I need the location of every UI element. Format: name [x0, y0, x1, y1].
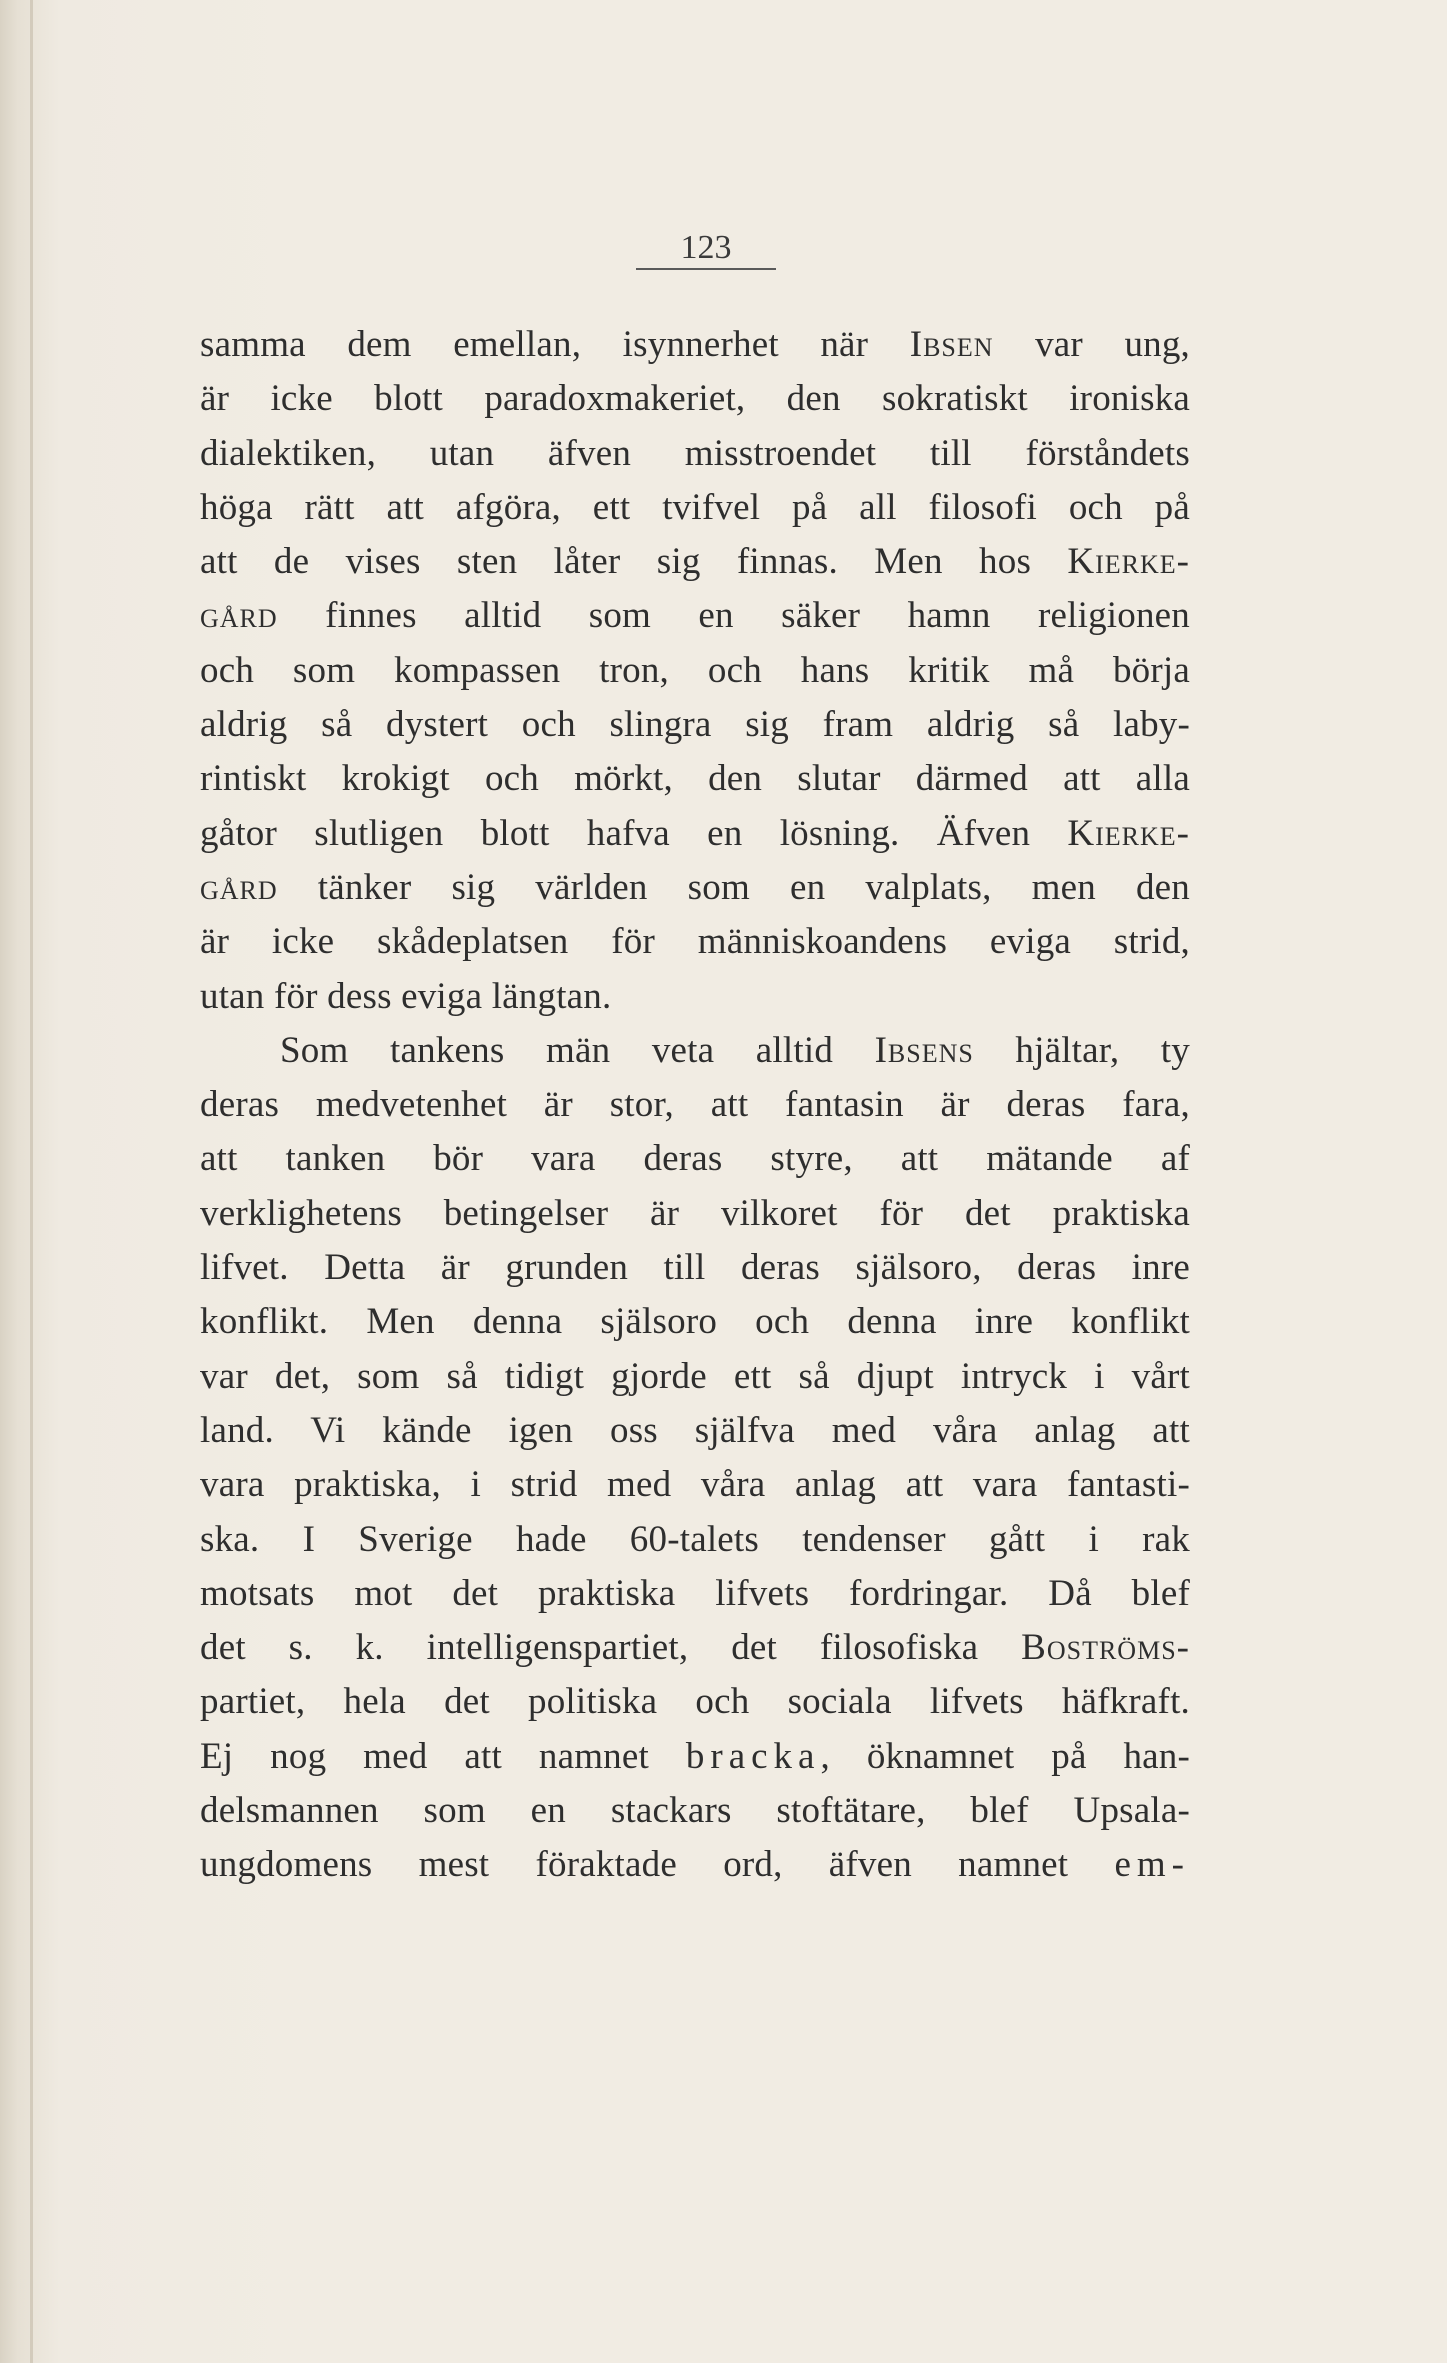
text-line — [200, 1187, 1190, 1241]
small-caps-name: Kierke- — [1067, 541, 1190, 583]
text-run: verklighetens betingelser är vilkoret för det praktiska — [200, 1192, 1190, 1234]
text-run: är icke skådeplatsen för människoandens eviga strid, — [200, 921, 1190, 963]
spaced-emphasis: em- — [1114, 1844, 1190, 1886]
text-run: partiet, hela det politiska och sociala lifvets häfkraft. — [200, 1681, 1190, 1723]
text-line — [200, 1241, 1190, 1295]
text-run: vara praktiska, i strid med våra anlag att vara fantasti- — [200, 1464, 1190, 1506]
text-run: aldrig så dystert och slingra sig fram aldrig så laby- — [200, 704, 1190, 746]
text-run: delsmannen som en stackars stoftätare, blef Upsala- — [200, 1790, 1190, 1832]
small-caps-name: Kierke- — [1067, 812, 1190, 854]
text-run: Som tankens män veta alltid — [280, 1029, 875, 1071]
text-run: gåtor slutligen blott hafva en lösning. Äfven — [200, 812, 1068, 854]
text-run: är icke blott paradoxmakeriet, den sokratiskt ironiska — [200, 378, 1190, 420]
text-run: att tanken bör vara deras styre, att mätande af — [200, 1138, 1190, 1180]
text-run: samma dem emellan, isynnerhet när — [200, 324, 910, 365]
text-line — [200, 807, 1190, 861]
small-caps-name: Boströms- — [1021, 1627, 1190, 1669]
text-line — [200, 1567, 1190, 1621]
text-run: utan för dess eviga längtan. — [200, 975, 612, 1017]
small-caps-name: Ibsens — [874, 1029, 974, 1071]
text-line — [200, 1838, 1190, 1892]
text-line — [200, 1295, 1190, 1349]
text-run: ungdomens mest föraktade ord, äfven namnet — [200, 1844, 1115, 1886]
text-line — [200, 535, 1190, 589]
spaced-emphasis: bracka — [685, 1735, 821, 1777]
text-line — [200, 752, 1190, 806]
text-line — [200, 1730, 1190, 1784]
text-line — [200, 698, 1190, 752]
text-line — [200, 589, 1190, 643]
text-line — [200, 1024, 1190, 1078]
text-line — [200, 372, 1190, 426]
text-run: var det, som så tidigt gjorde ett så djupt intryck i vårt — [200, 1355, 1190, 1397]
text-line — [200, 1621, 1190, 1675]
text-run: och som kompassen tron, och hans kritik må börja — [200, 649, 1190, 691]
text-line — [200, 970, 1190, 1024]
page-number: 123 — [680, 229, 732, 266]
text-line — [200, 861, 1190, 915]
binding-gutter — [30, 0, 33, 2363]
text-run: land. Vi kände igen oss själfva med våra anlag att — [200, 1409, 1190, 1451]
text-line — [200, 1078, 1190, 1132]
text-line — [200, 318, 1190, 372]
page-number-rule — [636, 268, 776, 270]
text-line — [200, 644, 1190, 698]
text-run: höga rätt att afgöra, ett tvifvel på all filosofi och på — [200, 486, 1190, 528]
text-line — [200, 1513, 1190, 1567]
text-run: dialektiken, utan äfven misstroendet till förståndets — [200, 432, 1190, 474]
text-line — [200, 427, 1190, 481]
text-run: deras medvetenhet är stor, att fantasin är deras fara, — [200, 1084, 1190, 1126]
text-run: ska. I Sverige hade 60-talets tendenser gått i rak — [200, 1518, 1190, 1560]
small-caps-name: Ibsen — [909, 324, 994, 365]
text-run: Ej nog med att namnet — [200, 1735, 686, 1777]
text-run: , öknamnet på han- — [820, 1735, 1191, 1777]
text-line — [200, 481, 1190, 535]
small-caps-name: gård — [200, 866, 278, 908]
text-run: lifvet. Detta är grunden till deras själsoro, deras inre — [200, 1247, 1190, 1289]
text-line — [200, 1458, 1190, 1512]
text-line — [200, 1350, 1190, 1404]
text-run: finnes alltid som en säker hamn religionen — [277, 595, 1190, 637]
text-line — [200, 915, 1190, 969]
text-run: att de vises sten låter sig finnas. Men hos — [200, 541, 1068, 583]
small-caps-name: gård — [200, 595, 278, 637]
body-text — [200, 318, 1190, 1893]
text-run: var ung, — [993, 324, 1191, 365]
text-line — [200, 1132, 1190, 1186]
text-run: tänker sig världen som en valplats, men den — [277, 866, 1190, 908]
text-line — [200, 1784, 1190, 1838]
text-run: hjältar, ty — [973, 1029, 1190, 1071]
text-run: motsats mot det praktiska lifvets fordringar. Då blef — [200, 1572, 1190, 1614]
text-run: det s. k. intelligenspartiet, det filosofiska — [200, 1627, 1022, 1669]
text-run: konflikt. Men denna själsoro och denna inre konflikt — [200, 1301, 1190, 1343]
text-line — [200, 1404, 1190, 1458]
text-run: rintiskt krokigt och mörkt, den slutar därmed att alla — [200, 758, 1190, 800]
text-line — [200, 1675, 1190, 1729]
